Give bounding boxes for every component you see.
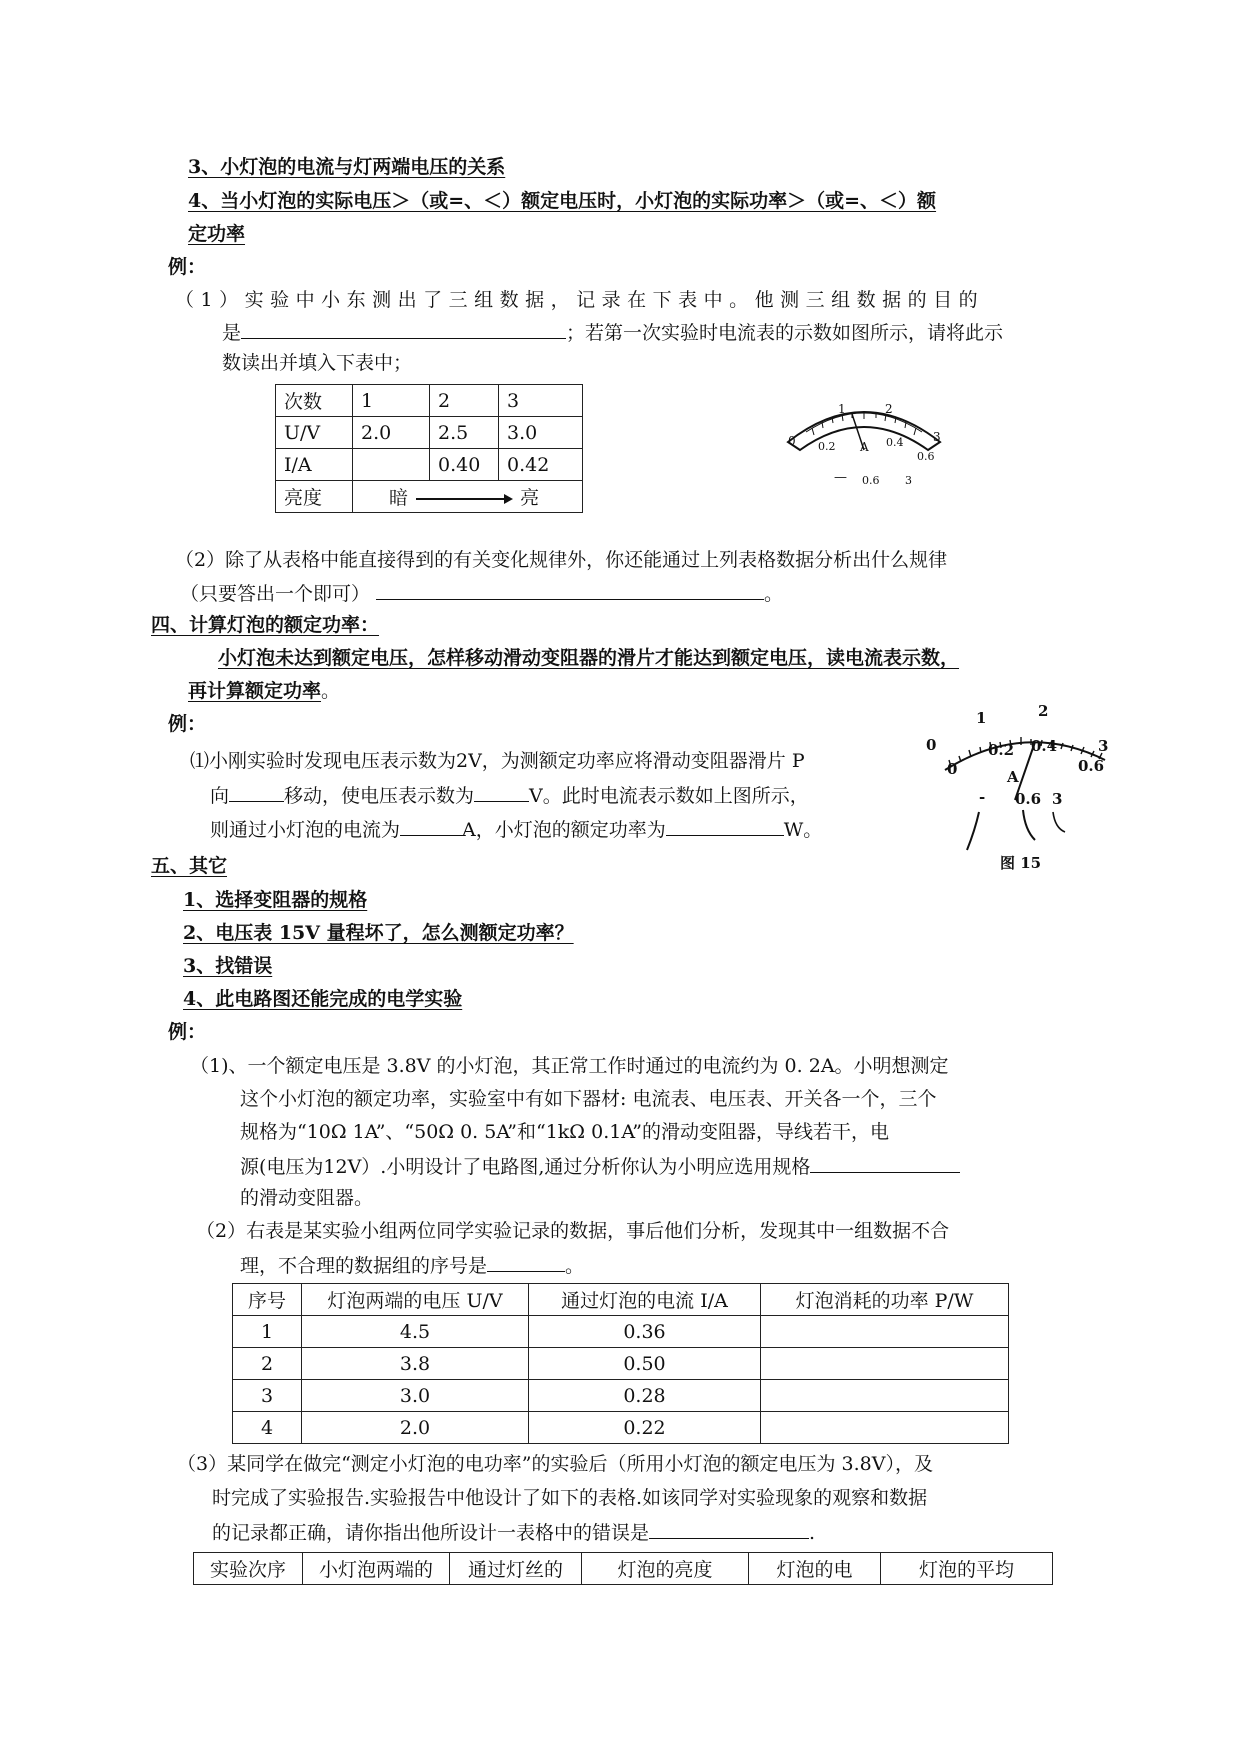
q1-line2: 是 ；若第一次实验时电流表的示数如图所示，请将此示 [222,318,1003,346]
section-5-item: 1、选择变阻器的规格 [183,889,368,911]
q1-line3: 数读出并填入下表中； [222,352,413,374]
p1-line2: 这个小灯泡的额定功率，实验室中有如下器材: 电流表、电压表、开关各一个，三个 [240,1088,937,1110]
ammeter-figure-15: 0 1 2 3 0 0.2 0.4 0.6 A - 0.6 3 图 15 [915,700,1115,880]
qs-line3: 则通过小灯泡的电流为 A，小灯泡的额定功率为 W。 [210,815,822,843]
p1-line3: 规格为“10Ω 1A”、“50Ω 0. 5A”和“1kΩ 0.1A”的滑动变阻器，导线若干，电 [240,1121,889,1143]
table-row: 1 4.5 0.36 [233,1316,1009,1348]
table-row: 2 3.8 0.50 [233,1348,1009,1380]
arrow-right-icon [414,493,514,505]
section-5-item: 4、此电路图还能完成的电学实验 [183,988,463,1010]
answer-blank[interactable] [487,1251,565,1272]
ammeter-figure-1: 0 1 2 3 0.2 0.4 0.6 A — 0.6 3 [782,390,947,495]
qs-line2: 向 移动，使电压表示数为 V。此时电流表示数如上图所示， [210,781,809,809]
section-5-item: 2、电压表 15V 量程坏了，怎么测额定功率？ [183,922,574,944]
answer-blank[interactable] [474,781,529,802]
answer-blank[interactable] [400,815,462,836]
brightness-cell: 暗 亮 [353,481,583,513]
answer-blank[interactable] [810,1152,960,1173]
table-row: 3 3.0 0.28 [233,1380,1009,1412]
item-4-cont: 定功率 [188,223,246,245]
data-table-2 [232,1283,1009,1444]
answer-blank[interactable] [229,781,284,802]
table-row: 亮度 暗 亮 [276,481,583,513]
p3-line2: 时完成了实验报告.实验报告中他设计了如下的表格.如该同学对实验现象的观察和数据 [212,1487,928,1509]
section-4-heading: 四、计算灯泡的额定功率： [151,614,380,636]
table-row: 次数 1 2 3 [276,385,583,417]
q2-line2: （只要答出一个即可） 。 [180,579,783,607]
answer-blank[interactable] [241,318,566,339]
table-row: 4 2.0 0.22 [233,1412,1009,1444]
p1-line5: 的滑动变阻器。 [240,1187,374,1209]
table-row: U/V 2.0 2.5 3.0 [276,417,583,449]
example-label: 例： [168,1021,207,1043]
item-3: 3、小灯泡的电流与灯两端电压的关系 [188,156,506,178]
example-label: 例： [168,256,207,278]
section-5-heading: 五、其它 [151,855,228,877]
answer-blank[interactable] [666,815,784,836]
item-4: 4、当小灯泡的实际电压＞（或=、＜）额定电压时，小灯泡的实际功率＞（或=、＜）额 [188,190,937,212]
figure-caption: 图 15 [1000,854,1042,872]
p1-line4: 源(电压为12V）.小明设计了电路图,通过分析你认为小明应选用规格 [240,1152,960,1180]
q2-line1: （2）除了从表格中能直接得到的有关变化规律外，你还能通过上列表格数据分析出什么规律 [175,549,948,571]
p1-line1: （1)、一个额定电压是 3.8V 的小灯泡，其正常工作时通过的电流约为 0. 2A。小明想测定 [190,1055,949,1077]
section-5-item: 3、找错误 [183,955,273,977]
q1-line1: （1）实验中小东测出了三组数据，记录在下表中。他测三组数据的目的 [175,289,985,311]
answer-blank[interactable] [649,1518,809,1539]
answer-blank[interactable] [376,579,764,600]
table-header-row: 序号 灯泡两端的电压 U/V 通过灯泡的电流 I/A 灯泡消耗的功率 P/W [233,1284,1009,1316]
section-4-body-2: 再计算额定功率。 [188,680,341,702]
report-table [193,1552,1053,1585]
p3-line1: （3）某同学在做完“测定小灯泡的电功率”的实验后（所用小灯泡的额定电压为 3.8V），及 [177,1453,933,1475]
p2-line1: （2）右表是某实验小组两位同学实验记录的数据，事后他们分析，发现其中一组数据不合 [196,1220,950,1242]
table-row: I/A 0.40 0.42 [276,449,583,481]
data-table-1 [275,384,583,513]
p2-line2: 理，不合理的数据组的序号是 。 [240,1251,584,1279]
section-4-body-1: 小灯泡未达到额定电压，怎样移动滑动变阻器的滑片才能达到额定电压，读电流表示数， [218,647,960,669]
example-label: 例： [168,713,207,735]
qs-line1: ⑴小刚实验时发现电压表示数为2V，为测额定功率应将滑动变阻器滑片 P [190,750,805,772]
p3-line3: 的记录都正确，请你指出他所设计一表格中的错误是 . [212,1518,815,1546]
table-header-row: 实验次序 小灯泡两端的 通过灯丝的 灯泡的亮度 灯泡的电 灯泡的平均 [194,1553,1053,1585]
